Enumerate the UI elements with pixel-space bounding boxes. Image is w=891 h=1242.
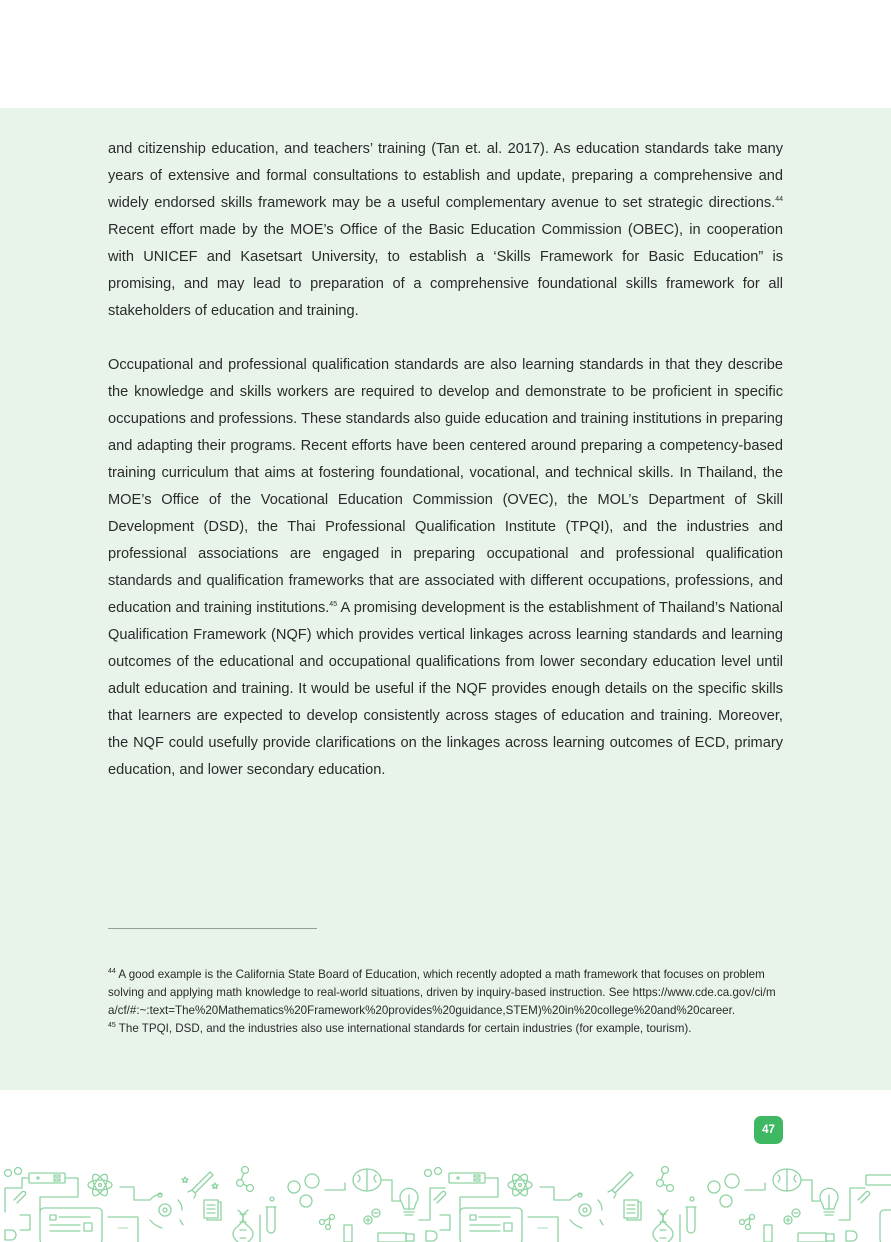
decor-edge <box>858 1175 891 1242</box>
body-text <box>108 136 783 784</box>
rocket-icon <box>188 1172 213 1198</box>
footnotes <box>108 966 783 1038</box>
paragraph-text: A promising development is the establishment of Thailand’s National Qualification Framework (NQF) which provides vertical linkages across learning standards and learning outcomes of the educational and occupational qualifications from lower secondary education level until adult education and training. It would be useful if the NQF provides enough details on the specific skills that learners are expected to develop consistently across stages of education and training. Moreover, the NQF could usefully provide clarifications on the linkages across learning outcomes of ECD, primary education, and lower secondary education. <box>108 600 783 778</box>
footnote-ref-45[interactable]: 45 <box>329 601 338 609</box>
gears-icon <box>5 1168 22 1177</box>
footnote-text: A good example is the California State Board of Education, which recently adopted a math framework that focuses on problem solving and applying math knowledge to real-world situations, driven by inquiry-based instruction. See <box>108 968 765 999</box>
molecule-icon <box>320 1215 335 1230</box>
footnote-number: 45 <box>108 1022 116 1030</box>
paragraph-1 <box>108 136 783 325</box>
decor-tile <box>5 1167 446 1242</box>
gears-icon <box>288 1174 319 1207</box>
usb-drive-icon <box>344 1225 352 1242</box>
plus-minus-icon <box>364 1209 380 1224</box>
decor-tile-repeat <box>425 1167 866 1242</box>
plug-icon <box>5 1230 16 1240</box>
paragraph-text: Occupational and professional qualification standards are also learning standards in that they describe the knowledge and skills workers are required to develop and demonstrate to be proficient in specific occupations and professions. These standards also guide education and training institutions in preparing and adapting their programs. Recent efforts have been centered around preparing a competency-based training curriculum that aims at fostering foundational, vocational, and technical skills. In Thailand, the MOE’s Office of the Vocational Education Commission (OVEC), the MOL’s Department of Skill Development (DSD), the Thai Professional Qualification Institute (TPQI), and the industries and professional associations are engaged in preparing occupational and professional qualification standards and qualification frameworks that are associated with different occupations, professions, and education and training institutions. <box>108 357 783 616</box>
molecule-icon <box>237 1167 254 1192</box>
footnote-44 <box>108 966 783 1020</box>
galaxy-icon <box>150 1193 183 1228</box>
footnote-number: 44 <box>108 968 116 976</box>
test-tube-icon <box>266 1197 276 1233</box>
lightbulb-icon <box>400 1188 418 1215</box>
footnote-45 <box>108 1020 783 1038</box>
footnote-ref-44[interactable]: 44 <box>775 196 783 204</box>
dna-icon <box>233 1210 253 1242</box>
paragraph-text: and citizenship education, and teachers’ training (Tan et. al. 2017). As education standards take many years of extensive and formal consultations to establish and update, preparing a comprehensive and widely endorsed skills framework may be a useful complementary avenue to set strategic directions. <box>108 141 783 211</box>
email-icon <box>108 1217 138 1242</box>
page-number-badge: 47 <box>754 1116 783 1144</box>
tablet-icon <box>40 1208 102 1242</box>
footnote-divider <box>108 928 317 929</box>
paragraph-text: Recent effort made by the MOE’s Office of the Basic Education Commission (OBEC), in cooperation with UNICEF and Kasetsart University, to establish a ‘Skills Framework for Basic Education” is promising, and may lead to preparation of a comprehensive foundational skills framework for all stakeholders of education and training. <box>108 222 783 319</box>
plug-icon <box>426 1231 437 1241</box>
brain-icon <box>353 1169 381 1191</box>
atom-icon <box>88 1172 112 1198</box>
book-icon <box>204 1200 221 1220</box>
paperclip-icon <box>14 1191 26 1203</box>
server-icon <box>29 1173 65 1183</box>
footnote-text: The TPQI, DSD, and the industries also use international standards for certain industries (for example, tourism). <box>115 1022 692 1035</box>
footnote-link[interactable]: https://www.cde.ca.gov/ci/ma/cf/#:~:text=The%20Mathematics%20Framework%20provides%20guidance,STEM)%20in%20college%20and%20career. <box>108 986 776 1017</box>
science-illustration-border <box>0 1155 891 1242</box>
usb-drive-icon <box>378 1233 414 1242</box>
paragraph-2 <box>108 352 783 784</box>
